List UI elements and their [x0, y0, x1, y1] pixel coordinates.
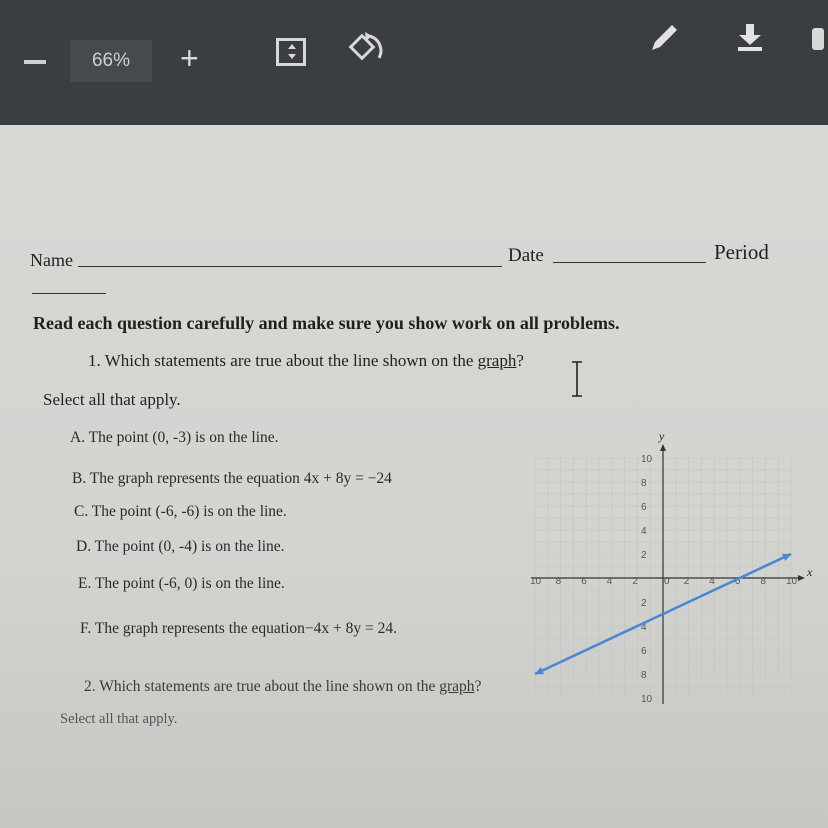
graph-tick-labels — [530, 454, 798, 705]
y-tick-label: 2 — [641, 598, 647, 609]
y-tick-label: 8 — [641, 478, 647, 489]
pen-icon[interactable] — [646, 20, 682, 56]
x-tick-label: 6 — [734, 576, 741, 587]
question-1-select-all: Select all that apply. — [43, 390, 181, 409]
instructions: Read each question carefully and make sure you show work on all problems. — [33, 313, 620, 333]
y-axis-arrow — [660, 444, 666, 451]
question-1-suffix: ? — [516, 351, 524, 370]
x-axis-arrow — [798, 575, 805, 581]
zoom-in-button[interactable]: + — [180, 40, 199, 76]
y-tick-label: 6 — [641, 502, 647, 513]
x-tick-label: 10 — [786, 576, 798, 587]
option-d: D. The point (0, -4) is on the line. — [76, 538, 285, 555]
x-tick-label: 8 — [760, 576, 766, 587]
question-2-text: 2. Which statements are true about the line shown on the — [84, 678, 436, 695]
option-e: E. The point (-6, 0) is on the line. — [78, 575, 285, 592]
zoom-level[interactable]: 66% — [70, 40, 152, 82]
question-2-suffix: ? — [474, 678, 482, 695]
y-axis-label: y — [659, 429, 665, 443]
period-field-line — [32, 293, 106, 294]
option-f: F. The graph represents the equation−4x + 8y = 24. — [80, 620, 397, 637]
option-b: B. The graph represents the equation 4x + 8y = −24 — [72, 470, 392, 487]
x-tick-label: 10 — [530, 576, 542, 587]
question-2-graph-link[interactable]: graph — [439, 678, 475, 695]
minus-icon[interactable] — [24, 60, 46, 64]
option-c: C. The point (-6, -6) is on the line. — [74, 503, 287, 520]
name-field-line — [78, 266, 502, 267]
text-cursor-icon — [570, 360, 584, 398]
more-icon[interactable] — [812, 28, 824, 50]
question-2-select-all: Select all that apply. — [60, 711, 178, 727]
x-tick-label: 6 — [581, 576, 587, 587]
x-axis-label: x — [807, 565, 813, 579]
download-icon[interactable] — [735, 22, 765, 52]
option-a: A. The point (0, -3) is on the line. — [70, 429, 279, 446]
y-tick-label: 10 — [641, 454, 653, 465]
x-tick-label: 8 — [555, 576, 562, 587]
coordinate-graph — [528, 418, 824, 705]
pdf-toolbar — [0, 0, 828, 125]
rotate-icon[interactable] — [343, 28, 385, 70]
y-tick-label: 4 — [641, 622, 647, 633]
y-tick-label: 10 — [641, 694, 653, 705]
question-1-text: 1. Which statements are true about the line shown on the — [88, 351, 474, 370]
x-tick-label: 2 — [632, 576, 638, 587]
date-field-line — [553, 262, 706, 263]
question-1-prompt — [88, 351, 524, 371]
name-label: Name — [30, 250, 73, 270]
y-tick-label: 8 — [641, 670, 647, 681]
date-label: Date — [508, 245, 544, 266]
y-tick-label: 6 — [641, 646, 647, 657]
y-tick-label: 2 — [641, 550, 647, 561]
x-tick-label: 2 — [683, 576, 690, 587]
x-tick-label: 4 — [709, 576, 715, 587]
graph-axes — [531, 444, 805, 704]
fit-page-icon[interactable] — [276, 38, 306, 66]
period-label: Period — [714, 240, 769, 264]
x-tick-label: 0 — [664, 576, 670, 587]
question-1-graph-link[interactable]: graph — [477, 351, 517, 370]
x-tick-label: 4 — [606, 576, 613, 587]
question-2-prompt — [84, 678, 481, 696]
y-tick-label: 4 — [641, 526, 647, 537]
